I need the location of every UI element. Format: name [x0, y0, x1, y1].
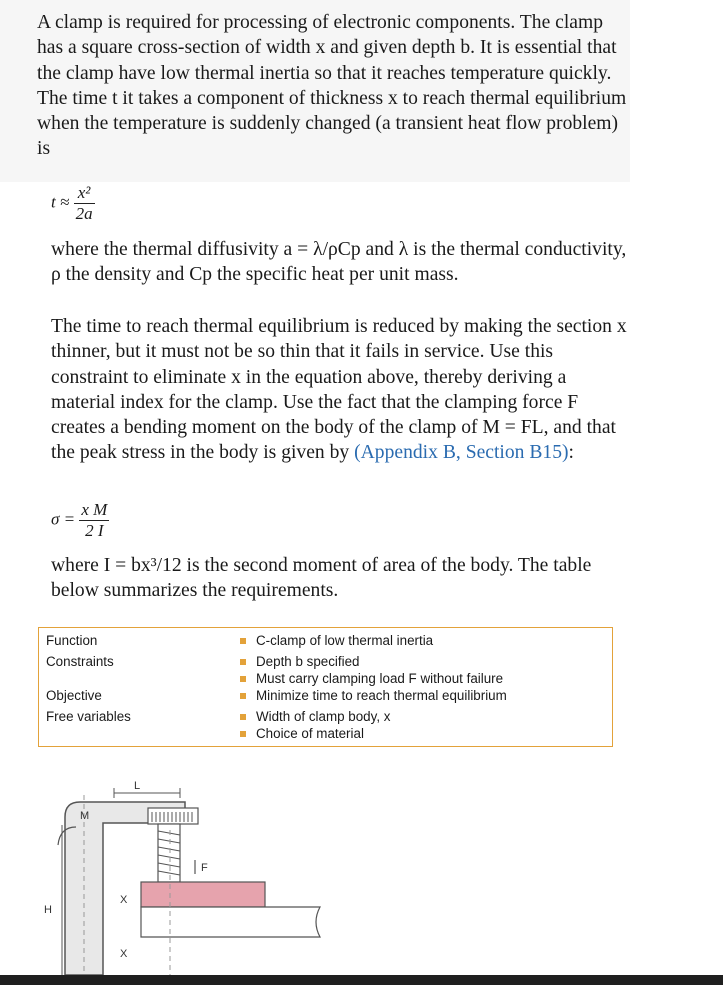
equation-stress-fraction	[79, 500, 109, 541]
equation-time-numerator: x²	[74, 183, 95, 204]
appendix-reference-link[interactable]: (Appendix B, Section B15)	[354, 442, 569, 464]
intro-paragraph: A clamp is required for processing of electronic components. The clamp has a square cross-section of width x and given depth b. It is essential that the clamp have low thermal inertia so that it reaches temperature quickly. The time t it takes a component of thickness x to reach thermal equilibrium when the temperature is suddenly changed (a transient heat flow problem) is	[37, 12, 627, 160]
constraint-paragraph	[51, 314, 631, 466]
equation-stress-numerator: x M	[81, 500, 108, 519]
label-objective: Objective	[46, 688, 102, 703]
equation-time-denominator: 2a	[75, 204, 93, 223]
equation-stress-lhs: σ =	[51, 509, 76, 529]
width-label-bottom: X	[120, 948, 128, 960]
equation-stress	[51, 500, 109, 541]
moment-paragraph: where I = bx³/12 is the second moment of area of the body. The table below summarizes the requirements.	[51, 555, 592, 602]
constraint-paragraph-text: The time to reach thermal equilibrium is reduced by making the section x thinner, but it must not be so thin that it fails in service. Use this constraint to eliminate x in the equation above, thereby deriving a material index for the clamp. Use the fact that the clamping force F creates a bending moment on the body of the clamp of M = FL, and that the peak stress in the body is given by	[51, 316, 627, 464]
requirement-objective: Minimize time to reach thermal equilibrium	[256, 688, 507, 703]
equation-time	[51, 183, 95, 224]
moment-label: M	[80, 810, 90, 822]
height-label: H	[44, 904, 52, 916]
equation-time-lhs: t ≈	[51, 192, 70, 212]
label-free-variables: Free variables	[46, 709, 131, 724]
force-label: F	[201, 862, 208, 874]
requirement-material: Choice of material	[256, 726, 364, 741]
length-label: L	[134, 780, 141, 792]
label-function: Function	[46, 633, 98, 648]
label-constraints: Constraints	[46, 654, 114, 669]
requirement-depth: Depth b specified	[256, 654, 360, 669]
requirement-function: C-clamp of low thermal inertia	[256, 633, 434, 648]
requirements-table	[38, 627, 613, 747]
requirement-width: Width of clamp body, x	[256, 709, 391, 724]
diffusivity-paragraph: where the thermal diffusivity a = λ/ρCp and λ is the thermal conductivity, ρ the density and Cp the specific heat per unit mass.	[51, 239, 627, 286]
requirement-load: Must carry clamping load F without failure	[256, 671, 504, 686]
constraint-paragraph-tail: :	[568, 442, 574, 464]
clamp-jaw	[141, 882, 265, 907]
workpiece	[141, 907, 320, 937]
equation-time-fraction	[74, 183, 95, 224]
width-label-top: X	[120, 894, 128, 906]
clamp-diagram	[40, 775, 340, 975]
bottom-bar	[0, 975, 723, 985]
equation-stress-denominator: 2 I	[85, 521, 104, 540]
